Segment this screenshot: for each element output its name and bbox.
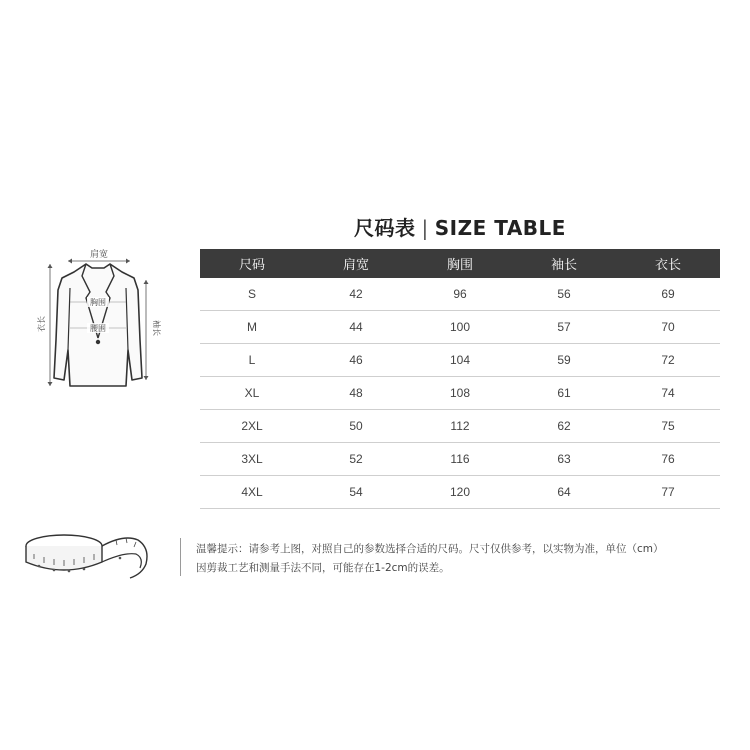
title-en: SIZE TABLE: [434, 216, 566, 240]
table-cell: 48: [304, 377, 408, 410]
header-sleeve: 袖长: [512, 249, 616, 278]
title-cn: 尺码表: [354, 216, 416, 240]
table-cell: 70: [616, 311, 720, 344]
table-cell: S: [200, 278, 304, 311]
table-cell: 57: [512, 311, 616, 344]
sleeve-label: 袖长: [152, 320, 161, 336]
table-cell: XL: [200, 377, 304, 410]
table-cell: 50: [304, 410, 408, 443]
measuring-tape-icon: [20, 528, 170, 588]
size-note: [196, 540, 736, 578]
length-label: 衣长: [37, 316, 46, 332]
table-cell: 120: [408, 476, 512, 509]
table-cell: M: [200, 311, 304, 344]
table-cell: 69: [616, 278, 720, 311]
title-separator: |: [421, 216, 429, 240]
table-cell: 63: [512, 443, 616, 476]
table-row: [200, 443, 720, 476]
table-cell: L: [200, 344, 304, 377]
table-row: [200, 278, 720, 311]
header-size: 尺码: [200, 249, 304, 278]
header-shoulder: 肩宽: [304, 249, 408, 278]
table-row: [200, 476, 720, 509]
table-cell: 59: [512, 344, 616, 377]
table-cell: 64: [512, 476, 616, 509]
table-cell: 3XL: [200, 443, 304, 476]
table-header-row: [200, 249, 720, 278]
table-cell: 52: [304, 443, 408, 476]
table-cell: 72: [616, 344, 720, 377]
table-cell: 61: [512, 377, 616, 410]
size-table-title: [200, 212, 720, 241]
table-cell: 4XL: [200, 476, 304, 509]
table-cell: 112: [408, 410, 512, 443]
jacket-diagram-icon: [26, 240, 166, 390]
note-line-2: 因剪裁工艺和测量手法不同，可能存在1-2cm的误差。: [196, 562, 450, 574]
note-line-1: 温馨提示：请参考上图，对照自己的参数选择合适的尺码。尺寸仅供参考，以实物为准，单位（cm）: [196, 543, 664, 555]
table-cell: 62: [512, 410, 616, 443]
table-cell: 100: [408, 311, 512, 344]
table-row: [200, 410, 720, 443]
table-cell: 104: [408, 344, 512, 377]
table-cell: 42: [304, 278, 408, 311]
table-cell: 2XL: [200, 410, 304, 443]
table-cell: 46: [304, 344, 408, 377]
chest-label: 胸围: [90, 298, 106, 307]
header-chest: 胸围: [408, 249, 512, 278]
table-cell: 54: [304, 476, 408, 509]
table-row: [200, 311, 720, 344]
table-cell: 74: [616, 377, 720, 410]
table-cell: 77: [616, 476, 720, 509]
header-length: 衣长: [616, 249, 720, 278]
note-divider: [180, 538, 181, 576]
table-cell: 76: [616, 443, 720, 476]
table-cell: 108: [408, 377, 512, 410]
table-row: [200, 344, 720, 377]
waist-label: 腰围: [90, 324, 106, 333]
table-cell: 75: [616, 410, 720, 443]
size-table: [200, 249, 720, 509]
table-cell: 56: [512, 278, 616, 311]
table-cell: 96: [408, 278, 512, 311]
shoulder-label: 肩宽: [89, 250, 109, 260]
table-cell: 116: [408, 443, 512, 476]
table-row: [200, 377, 720, 410]
table-cell: 44: [304, 311, 408, 344]
